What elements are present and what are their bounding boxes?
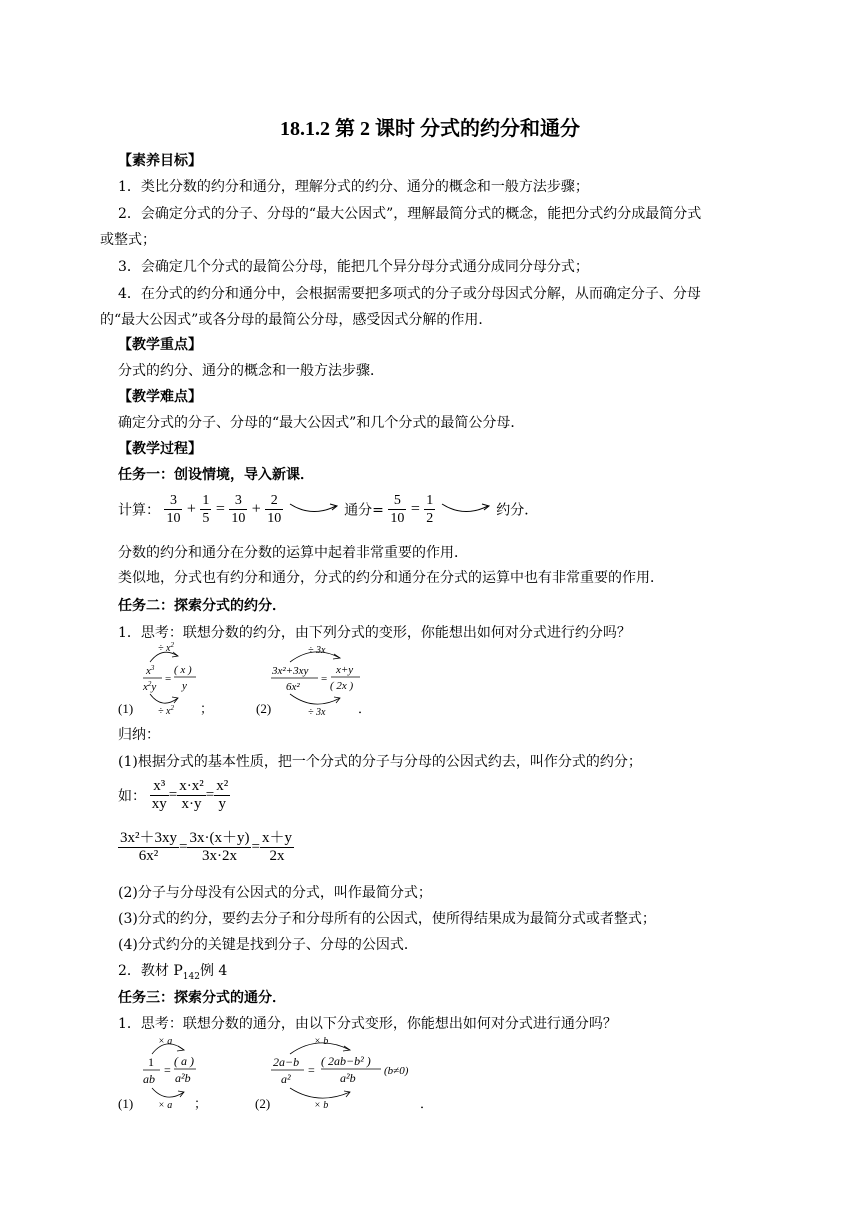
numerator: 3x·(x＋y)	[189, 830, 250, 846]
plus-sign: +	[251, 500, 261, 518]
textbook-page: 142	[182, 971, 200, 982]
denominator-var: y	[151, 681, 157, 693]
equals-sign: =	[251, 839, 260, 855]
think-2: 1．思考：联想分数的通分，由以下分式变形，你能想出如何对分式进行通分吗？	[118, 1016, 617, 1032]
superscript: 3	[150, 664, 155, 672]
denominator: 10	[231, 511, 246, 526]
divide-label: ÷ x	[158, 643, 171, 654]
heading-objectives: 【素养目标】	[118, 153, 202, 169]
task-3-heading: 任务三：探索分式的通分．	[118, 990, 286, 1006]
superscript: 2	[170, 641, 174, 649]
superscript: 2	[170, 704, 174, 712]
textbook-example: 例 4	[199, 963, 228, 979]
arrowhead-icon	[177, 1046, 184, 1051]
denominator: 6x²	[286, 681, 300, 693]
label-1: (1)	[118, 701, 134, 716]
fraction	[187, 830, 251, 865]
objective-4-cont: 的“最大公因式”或各分母的最简公分母，感受因式分解的作用．	[100, 312, 493, 328]
denominator: a²	[281, 1072, 291, 1086]
denominator: 2x	[269, 848, 285, 864]
plus-sign: +	[186, 500, 196, 518]
paragraph-1: 分数的约分和通分在分数的运算中起着非常重要的作用．	[118, 545, 468, 561]
denominator: x	[143, 681, 148, 693]
condition: (b≠0)	[384, 1065, 409, 1077]
fraction	[177, 778, 206, 813]
divide-label: ÷ 3x	[308, 707, 326, 718]
multiply-label: × b	[314, 1036, 329, 1047]
numerator: 3x²＋3xy	[120, 830, 177, 846]
textbook-ref	[118, 960, 227, 982]
equals-sign: =	[321, 673, 328, 685]
numerator: 3x²+3xy	[272, 665, 309, 677]
denominator: 10	[166, 511, 181, 526]
denominator: 5	[202, 511, 210, 526]
svg-text:x2y	[142, 680, 156, 693]
denominator: 10	[267, 511, 282, 526]
result-denominator: y	[182, 680, 187, 692]
numerator: 1	[202, 493, 210, 508]
fraction	[388, 492, 406, 527]
example-label: 如：	[118, 788, 146, 805]
result-denominator: ( 2x )	[330, 680, 354, 692]
denominator: y	[218, 796, 226, 812]
induce-label: 归纳：	[118, 727, 160, 743]
multiply-label: × a	[158, 1036, 173, 1047]
denominator: xy	[151, 796, 167, 812]
induce-3: (3)分式的约分，要约去分子和分母所有的公因式，使所得结果成为最简分式或者整式；	[118, 911, 656, 927]
calc-label: 计算：	[118, 502, 160, 519]
paragraph-2: 类似地，分式也有约分和通分，分式的约分和通分在分式的运算中也有非常重要的作用．	[118, 570, 664, 586]
fraction	[265, 492, 283, 527]
equals-sign: =	[205, 787, 215, 803]
equals-sign: =	[168, 787, 178, 803]
reduce-label: 通分=	[344, 502, 384, 519]
fraction	[150, 778, 169, 813]
numerator: x²	[216, 778, 229, 794]
equals-sign: =	[308, 1063, 315, 1077]
reduction-diagram	[118, 640, 418, 718]
bottom-arrow-icon	[150, 694, 178, 703]
period: ．	[358, 701, 372, 716]
common-denominator-diagram	[118, 1032, 438, 1112]
heading-process: 【教学过程】	[118, 441, 202, 457]
key-points: 分式的约分、通分的概念和一般方法步骤．	[118, 363, 384, 379]
fraction	[214, 778, 230, 813]
divide-label: ÷ x	[158, 706, 171, 717]
multiply-label: × b	[314, 1100, 329, 1111]
objective-1: 1．类比分数的约分和通分，理解分式的约分、通分的概念和一般方法步骤；	[118, 179, 589, 195]
objective-2-cont: 或整式；	[100, 232, 156, 248]
result-numerator: ( 2ab−b² )	[321, 1054, 371, 1068]
objective-4: 4．在分式的约分和通分中，会根据需要把多项式的分子或分母因式分解，从而确定分子、分母	[118, 286, 701, 302]
multiply-label: × a	[158, 1100, 173, 1111]
svg-text:x3	[145, 664, 155, 677]
numerator: x·x²	[179, 778, 204, 794]
fraction	[164, 492, 182, 527]
label-2: (2)	[255, 1096, 271, 1111]
page-title: 18.1.2 第 2 课时 分式的约分和通分	[280, 118, 580, 140]
semicolon: ；	[194, 1096, 208, 1111]
equals-sign: =	[410, 500, 420, 518]
objective-2: 2．会确定分式的分子、分母的“最大公因式”，理解最简分式的概念，能把分式约分成最简分式	[118, 206, 702, 222]
result-numerator: ( x )	[174, 664, 192, 676]
heading-difficulties: 【教学难点】	[118, 389, 202, 405]
bottom-arrow-icon	[290, 694, 340, 704]
bottom-arrow-icon	[152, 1088, 184, 1097]
induce-1: (1)根据分式的基本性质，把一个分式的分子与分母的公因式约去，叫作分式的约分；	[118, 754, 642, 770]
result-denominator: a²b	[340, 1071, 356, 1085]
label-2: (2)	[256, 701, 272, 716]
numerator: 2a−b	[273, 1055, 300, 1069]
equals-sign: =	[179, 839, 188, 855]
example-2	[118, 830, 294, 870]
divide-label: ÷ 3x	[308, 645, 326, 656]
semicolon: ；	[200, 701, 214, 716]
superscript: 2	[147, 680, 152, 688]
think-1: 1．思考：联想分数的约分，由下列分式的变形，你能想出如何对分式进行约分吗？	[118, 625, 631, 641]
label-1: (1)	[118, 1096, 134, 1111]
denominator: ab	[143, 1072, 155, 1086]
numerator: 3	[229, 492, 247, 510]
result-denominator: a²b	[175, 1071, 191, 1085]
arrow-icon	[288, 500, 340, 520]
task-1-heading: 任务一：创设情境，导入新课．	[118, 467, 314, 483]
equals-sign: =	[164, 1063, 171, 1077]
denominator: 10	[390, 511, 405, 526]
fraction	[424, 492, 435, 527]
textbook-ref-text: 2．教材 P	[118, 963, 183, 979]
numerator: x＋y	[261, 830, 292, 846]
arrow-icon	[440, 500, 492, 520]
reduce-suffix: 约分．	[496, 502, 539, 519]
result-numerator: ( a )	[174, 1054, 194, 1068]
svg-text:÷ x2	[158, 641, 174, 654]
calc-line	[118, 492, 538, 530]
numerator: 5	[388, 492, 406, 510]
fraction	[200, 492, 211, 527]
numerator: x³	[150, 778, 169, 796]
denominator: 3x·2x	[201, 848, 237, 864]
svg-text:÷ x2	[158, 704, 174, 717]
example-1	[118, 778, 230, 818]
fraction	[118, 830, 179, 865]
fraction	[229, 492, 247, 527]
numerator: 3	[164, 492, 182, 510]
heading-key-points: 【教学重点】	[118, 337, 202, 353]
objective-3: 3．会确定几个分式的最简公分母，能把几个异分母分式通分成同分母分式；	[118, 259, 589, 275]
fraction	[260, 830, 294, 865]
result-numerator: x+y	[336, 664, 354, 676]
denominator: 6x²	[138, 848, 159, 864]
equals-sign: =	[165, 673, 172, 685]
arrowhead-icon	[334, 697, 340, 703]
task-2-heading: 任务二：探索分式的约分．	[118, 598, 286, 614]
equals-sign: =	[215, 500, 225, 518]
numerator: 2	[265, 492, 283, 510]
induce-4: (4)分式约分的关键是找到分子、分母的公因式．	[118, 937, 418, 953]
numerator: x	[146, 665, 151, 677]
numerator: 1	[148, 1055, 154, 1069]
induce-2: (2)分子与分母没有公因式的分式，叫作最简分式；	[118, 885, 432, 901]
denominator: 2	[426, 511, 434, 526]
difficulties: 确定分式的分子、分母的“最大公因式”和几个分式的最简公分母．	[118, 415, 525, 431]
denominator: x·y	[181, 796, 202, 812]
period: ．	[420, 1096, 434, 1111]
bottom-arrow-icon	[290, 1088, 350, 1098]
numerator: 1	[426, 493, 434, 508]
